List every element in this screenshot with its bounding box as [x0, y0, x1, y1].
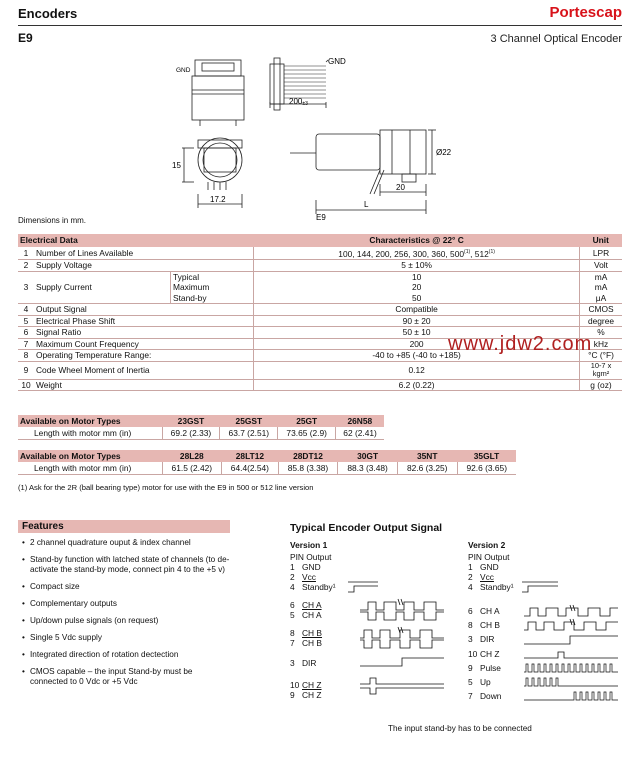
features-list — [22, 538, 232, 694]
table-row: 5 Electrical Phase Shift 90 ± 20 degree — [18, 315, 622, 327]
v1-pin-row: 6 CH A — [290, 600, 322, 610]
v2-pin-row: 6 CH A — [468, 606, 500, 616]
gnd-label-left: GND — [176, 67, 191, 74]
width-dim: 17.2 — [210, 195, 226, 204]
spec-header-unit: Unit — [580, 234, 623, 247]
list-item: • Integrated direction of rotation dectection — [22, 650, 232, 660]
features-title: Features — [18, 520, 230, 533]
v1-pin-row: 5 CH A — [290, 610, 322, 620]
list-item: • 2 channel quadrature ouput & index channel — [22, 538, 232, 548]
list-item: • Single 5 Vdc supply — [22, 633, 232, 643]
connector-side — [270, 64, 284, 104]
v1-pin-row: 8 CH B — [290, 628, 323, 638]
v2-pin-row: 5 Up — [468, 677, 491, 687]
v1-pin-row: 7 CH B — [290, 638, 323, 648]
signal-note: The input stand-by has to be connected — [388, 724, 532, 733]
list-item: • Compact size — [22, 582, 232, 592]
v2-pin-row: 8 CH B — [468, 620, 501, 630]
v2-pin-row: 10 CH Z — [468, 649, 500, 659]
table-row: 2 Supply Voltage 5 ± 10% Volt — [18, 260, 622, 272]
e9-label: E9 — [316, 213, 326, 220]
list-item: • Up/down pulse signals (on request) — [22, 616, 232, 626]
brand-logo: Portescap — [549, 4, 622, 21]
gnd-label-right: GND — [328, 57, 346, 66]
table-row: 8 Operating Temperature Range: -40 to +85 (-40 to +185) °C (°F) — [18, 350, 622, 362]
table-row: 4 Output Signal Compatible CMOS — [18, 304, 622, 316]
encoder-round-view — [198, 138, 242, 182]
table-row: 3 Supply Current Typical 10 mA — [18, 271, 622, 282]
table-row: 9 Code Wheel Moment of Inertia 0.12 10-7 x kgm² — [18, 361, 622, 379]
encoder-body-front — [192, 76, 244, 120]
v1-pin-row: 10 CH Z — [290, 680, 322, 690]
spec-header-characteristics: Characteristics @ 22° C — [254, 234, 580, 247]
watermark: www.jdw2.com — [448, 333, 593, 355]
v2-pin-row: 1 GND — [468, 562, 499, 572]
header-divider — [18, 25, 622, 26]
table-row: 1 Number of Lines Available 100, 144, 200, 256, 300, 360, 500$^{(1)}$, 512$^{(1)}$ LPR — [18, 247, 622, 260]
list-item: • Complementary outputs — [22, 599, 232, 609]
diameter-dim: Ø22 — [436, 148, 452, 157]
section-title: Encoders — [18, 6, 78, 21]
v2-pin-row: 7 Down — [468, 691, 502, 701]
version-2-waveforms — [518, 572, 622, 702]
v1-pin-row: 1 GND — [290, 562, 321, 572]
table-row: 7 Maximum Count Frequency 200 kHz — [18, 338, 622, 350]
v2-pin-row: 3 DIR — [468, 634, 495, 644]
table-row: 10 Weight 6.2 (0.22) g (oz) — [18, 379, 622, 391]
footnote: (1) Ask for the 2R (ball bearing type) motor for use with the E9 in 500 or 512 line version — [18, 483, 314, 492]
list-item: • CMOS capable – the input Stand-by must be connected to 0 Vdc or +5 Vdc — [22, 667, 232, 687]
v1-pin-row: 2 Vcc — [290, 572, 316, 582]
height-dim: 15 — [172, 161, 181, 170]
table-row: Maximum 20 mA — [18, 282, 622, 293]
v2-pin-row: 2 Vcc — [468, 572, 494, 582]
signal-title: Typical Encoder Output Signal — [290, 522, 443, 534]
page-subtitle: 3 Channel Optical Encoder — [490, 33, 622, 45]
spec-header-electrical: Electrical Data — [18, 234, 254, 247]
v1-pin-row: 9 CH Z — [290, 690, 322, 700]
l-label: L — [364, 200, 369, 209]
encoder-housing — [380, 130, 426, 174]
motor-types-table-1: Available on Motor Types 23GST 25GST 25GT 26N58 Length with motor mm (in) 69.2 (2.33) 63.7 (2.51) 73.65 (2.9) 62 (2.41) — [18, 415, 384, 440]
version-1-title: Version 1 — [290, 540, 328, 550]
v1-pin-output: PIN Output — [290, 552, 332, 562]
version-1-waveforms — [340, 572, 458, 702]
list-item: • Stand-by function with latched state of channels (to de-activate the stand-by mode, connect pin 4 to the +5 v) — [22, 555, 232, 575]
model-name: E9 — [18, 31, 33, 45]
v2-pin-output: PIN Output — [468, 552, 510, 562]
dimensions-note: Dimensions in mm. — [18, 216, 87, 225]
motor-body — [316, 134, 380, 170]
table-row: Length with motor mm (in) 69.2 (2.33) 63.7 (2.51) 73.65 (2.9) 62 (2.41) — [18, 427, 384, 440]
table-row: 6 Signal Ratio 50 ± 10 % — [18, 327, 622, 339]
table-row: Length with motor mm (in) 61.5 (2.42) 64.4(2.54) 85.8 (3.38) 88.3 (3.48) 82.6 (3.25) 92.6 (3.65) — [18, 462, 516, 475]
table-row: Stand-by 50 μA — [18, 293, 622, 304]
v1-pin-row: 4 Standby¹ — [290, 582, 336, 592]
v2-pin-row: 4 Standby¹ — [468, 582, 514, 592]
v1-pin-row: 3 DIR — [290, 658, 317, 668]
cable-length-dim: 200±3 — [289, 97, 308, 107]
electrical-data-table — [18, 234, 622, 391]
version-2-title: Version 2 — [468, 540, 506, 550]
technical-drawing — [170, 44, 480, 220]
v2-pin-row: 9 Pulse — [468, 663, 501, 673]
length-dim: 20 — [396, 183, 405, 192]
motor-types-table-2: Available on Motor Types 28L28 28LT12 28DT12 30GT 35NT 35GLT Length with motor mm (in) 61.5 (2.42) 64.4(2.54) 85.8 (3.38) 88.3 (3.48) 82.6 (3.25) 92.6 (3.65) — [18, 450, 516, 475]
